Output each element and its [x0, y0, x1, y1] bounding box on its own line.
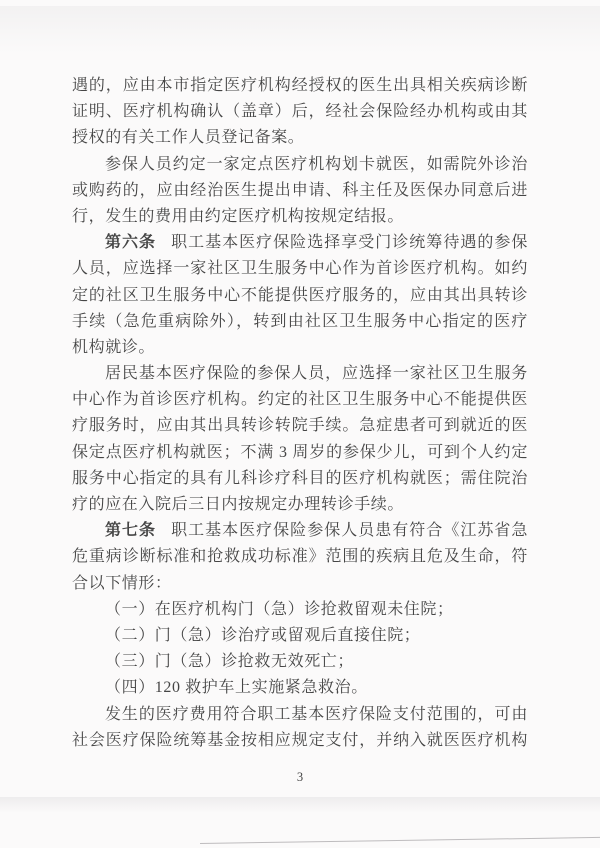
text-segment: 职工基本医疗保险参保人员患有符合《江苏省急 — [171, 522, 528, 540]
text-line — [72, 152, 528, 178]
text-segment: （一）在医疗机构门（急）诊抢救留观未住院； — [105, 600, 454, 618]
text-line — [72, 204, 528, 230]
text-line — [72, 675, 528, 701]
text-line — [72, 492, 528, 518]
page-number: 3 — [296, 770, 304, 784]
text-line — [72, 597, 528, 623]
text-segment: 参保人员约定一家定点医疗机构划卡就医，如需院外诊治 — [105, 155, 528, 173]
text-line — [72, 387, 528, 413]
scan-top-shading — [0, 6, 600, 54]
text-segment: 行，发生的费用由约定医疗机构按规定结报。 — [72, 207, 405, 225]
text-segment: 职工基本医疗保险选择享受门诊统筹待遇的参保 — [171, 234, 528, 252]
text-segment: 疗服务时，应由其出具转诊转院手续。急症患者可到就近的医 — [72, 417, 528, 435]
text-segment: 遇的，应由本市指定医疗机构经授权的医生出具相关疾病诊断 — [72, 77, 528, 94]
text-line — [72, 413, 528, 439]
text-line — [72, 230, 528, 256]
text-line — [72, 283, 528, 309]
article-number: 第六条 — [105, 234, 157, 252]
text-segment: 机构就诊。 — [72, 338, 156, 356]
text-line — [72, 702, 528, 728]
text-segment: （四）120 救护车上实施紧急救治。 — [105, 679, 368, 697]
scan-bottom-shading — [0, 797, 600, 813]
document-lines — [72, 73, 528, 754]
text-line — [72, 440, 528, 466]
text-segment: 社会医疗保险统筹基金按相应规定支付，并纳入就医医疗机构 — [72, 731, 528, 749]
text-line — [72, 623, 528, 649]
text-line — [72, 728, 528, 754]
text-line — [72, 466, 528, 492]
text-segment: 证明、医疗机构确认（盖章）后，经社会保险经办机构或由其 — [72, 103, 528, 121]
text-line — [72, 361, 528, 387]
text-segment: 发生的医疗费用符合职工基本医疗保险支付范围的，可由 — [105, 705, 528, 723]
text-segment: 定的社区卫生服务中心不能提供医疗服务的，应由其出具转诊 — [72, 286, 528, 304]
text-line — [72, 544, 528, 570]
text-segment: 授权的有关工作人员登记备案。 — [72, 129, 305, 147]
article-number: 第七条 — [105, 522, 157, 540]
text-line — [72, 73, 528, 99]
text-segment: 手续（急危重病除外），转到由社区卫生服务中心指定的医疗 — [72, 312, 528, 330]
text-segment: 合以下情形： — [72, 574, 172, 592]
text-segment: 居民基本医疗保险的参保人员，应选择一家社区卫生服务 — [105, 365, 528, 383]
text-line — [72, 99, 528, 125]
text-segment: 保定点医疗机构就医；不满 3 周岁的参保少儿，可到个人约定 — [72, 443, 528, 461]
text-line — [72, 125, 528, 151]
text-line — [72, 335, 528, 361]
text-segment: （三）门（急）诊抢救无效死亡； — [105, 653, 355, 671]
text-segment: 危重病诊断标准和抢救成功标准》范围的疾病且危及生命，符 — [72, 548, 528, 566]
text-segment: 疗的应在入院后三日内按规定办理转诊手续。 — [72, 496, 405, 513]
text-line — [72, 518, 528, 544]
text-line — [72, 309, 528, 335]
text-segment: 或购药的，应由经治医生提出申请、科主任及医保办同意后进 — [72, 181, 528, 199]
page-edge-shadow — [200, 837, 600, 844]
text-segment: （二）门（急）诊治疗或留观后直接住院； — [105, 626, 421, 644]
text-line — [72, 256, 528, 282]
text-segment: 服务中心指定的具有儿科诊疗科目的医疗机构就医；需住院治 — [72, 469, 528, 487]
text-line — [72, 571, 528, 597]
text-segment: 中心作为首诊医疗机构。约定的社区卫生服务中心不能提供医 — [72, 391, 528, 409]
text-line — [72, 178, 528, 204]
text-segment: 人员，应选择一家社区卫生服务中心作为首诊医疗机构。如约 — [72, 260, 528, 278]
text-line — [72, 649, 528, 675]
